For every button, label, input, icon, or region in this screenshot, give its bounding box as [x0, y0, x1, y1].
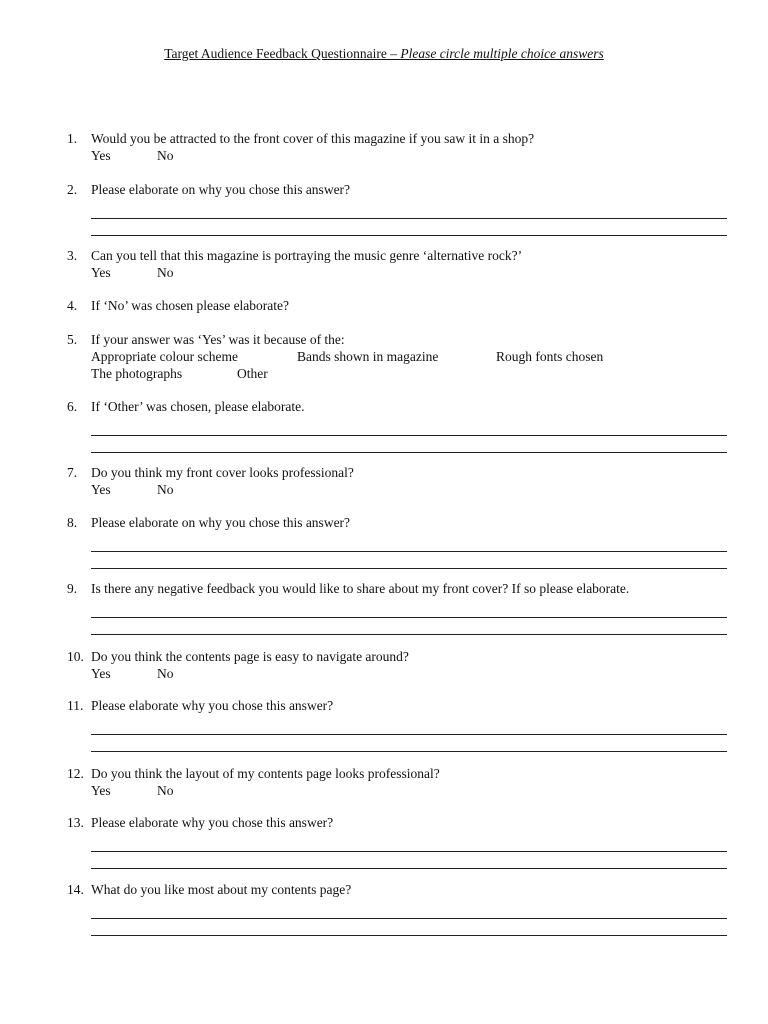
answer-line[interactable]: [91, 436, 727, 453]
question-text: Is there any negative feedback you would like to share about my front cover? If so please elaborate.: [91, 581, 630, 596]
question-6: [67, 398, 727, 453]
question-number: 7.: [67, 465, 78, 480]
question-text: Would you be attracted to the front cover of this magazine if you saw it in a shop?: [91, 131, 535, 146]
answer-line[interactable]: [91, 219, 727, 236]
answer-area[interactable]: [91, 833, 727, 869]
question-number: 5.: [67, 332, 78, 347]
question-text: Do you think the layout of my contents page looks professional?: [91, 766, 440, 781]
question-12: [67, 765, 727, 799]
answer-line[interactable]: [91, 716, 727, 735]
question-text: If ‘No’ was chosen please elaborate?: [91, 298, 290, 313]
question-number: 1.: [67, 131, 78, 146]
answer-line[interactable]: [91, 852, 727, 869]
question-10: [67, 648, 727, 682]
option-photographs[interactable]: The photographs: [91, 366, 183, 381]
option-yes[interactable]: Yes: [91, 666, 111, 681]
question-4: [67, 297, 727, 314]
question-number: 13.: [67, 815, 84, 830]
page-title: [0, 46, 768, 62]
option-no[interactable]: No: [157, 783, 174, 798]
question-text: Please elaborate why you chose this answer?: [91, 698, 334, 713]
title-note: Please circle multiple choice answers: [400, 46, 604, 61]
title-main: Target Audience Feedback Questionnaire: [164, 46, 387, 61]
question-9: [67, 580, 727, 635]
question-text: If your answer was ‘Yes’ was it because of the:: [91, 332, 345, 347]
question-11: [67, 697, 727, 752]
answer-line[interactable]: [91, 200, 727, 219]
question-8: [67, 514, 727, 569]
answer-area[interactable]: [91, 417, 727, 453]
answer-line[interactable]: [91, 900, 727, 919]
option-yes[interactable]: Yes: [91, 783, 111, 798]
answer-line[interactable]: [91, 417, 727, 436]
title-separator: –: [386, 46, 401, 61]
question-text: What do you like most about my contents page?: [91, 882, 352, 897]
question-number: 6.: [67, 399, 78, 414]
option-yes[interactable]: Yes: [91, 148, 111, 163]
answer-area[interactable]: [91, 900, 727, 936]
answer-line[interactable]: [91, 533, 727, 552]
question-number: 9.: [67, 581, 78, 596]
option-other[interactable]: Other: [237, 366, 268, 381]
question-14: [67, 881, 727, 936]
question-text: Please elaborate on why you chose this answer?: [91, 515, 351, 530]
question-text: Please elaborate on why you chose this answer?: [91, 182, 351, 197]
option-no[interactable]: No: [157, 482, 174, 497]
question-number: 4.: [67, 298, 78, 313]
question-number: 2.: [67, 182, 78, 197]
question-text: If ‘Other’ was chosen, please elaborate.: [91, 399, 305, 414]
answer-area[interactable]: [91, 533, 727, 569]
option-bands-shown[interactable]: Bands shown in magazine: [297, 349, 439, 364]
answer-line[interactable]: [91, 833, 727, 852]
question-number: 8.: [67, 515, 78, 530]
question-number: 11.: [67, 698, 84, 713]
answer-line[interactable]: [91, 618, 727, 635]
question-7: [67, 464, 727, 498]
question-text: Can you tell that this magazine is portraying the music genre ‘alternative rock?’: [91, 248, 523, 263]
question-2: [67, 181, 727, 236]
question-5: [67, 331, 727, 382]
answer-line[interactable]: [91, 919, 727, 936]
question-text: Please elaborate why you chose this answer?: [91, 815, 334, 830]
question-text: Do you think the contents page is easy to navigate around?: [91, 649, 409, 664]
option-yes[interactable]: Yes: [91, 482, 111, 497]
question-number: 10.: [67, 649, 84, 664]
answer-area[interactable]: [91, 599, 727, 635]
option-no[interactable]: No: [157, 666, 174, 681]
answer-line[interactable]: [91, 599, 727, 618]
option-no[interactable]: No: [157, 265, 174, 280]
option-rough-fonts[interactable]: Rough fonts chosen: [496, 349, 604, 364]
question-1: [67, 130, 727, 164]
answer-line[interactable]: [91, 552, 727, 569]
answer-line[interactable]: [91, 735, 727, 752]
option-no[interactable]: No: [157, 148, 174, 163]
question-13: [67, 814, 727, 869]
option-yes[interactable]: Yes: [91, 265, 111, 280]
answer-area[interactable]: [91, 716, 727, 752]
question-text: Do you think my front cover looks professional?: [91, 465, 354, 480]
question-number: 14.: [67, 882, 84, 897]
option-colour-scheme[interactable]: Appropriate colour scheme: [91, 349, 238, 364]
answer-area[interactable]: [91, 200, 727, 236]
question-number: 12.: [67, 766, 84, 781]
question-number: 3.: [67, 248, 78, 263]
question-3: [67, 247, 727, 281]
